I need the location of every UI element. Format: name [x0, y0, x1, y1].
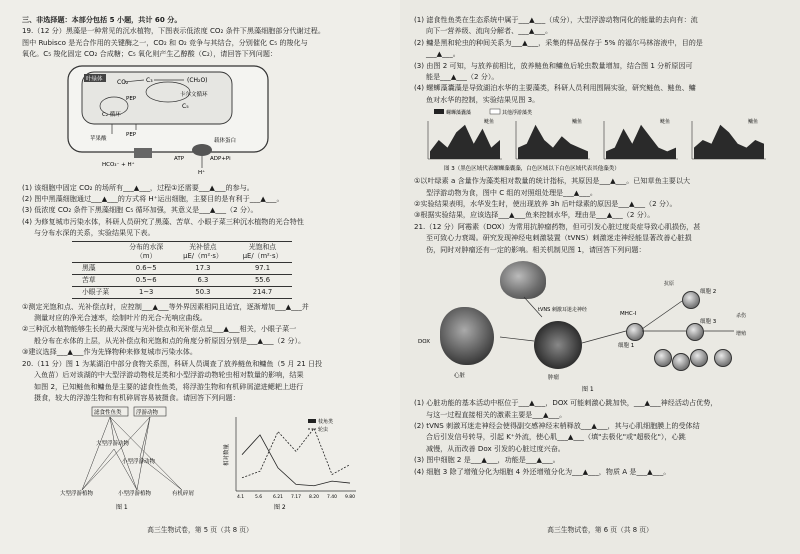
fw-bot1: 大型浮游植物 — [60, 491, 94, 498]
q20-intro-line4: 摄食，较大的浮游生物和有机碎屑容易被摄食。请回答下列问题： — [34, 392, 240, 402]
atp-label: ATP — [174, 155, 185, 162]
table-row: 黑藻 0.6~5 17.3 97.1 — [72, 262, 292, 274]
table-header-row — [72, 241, 292, 262]
q21-intro2: 至可致心力衰竭。研究发现神经电刺激装置（tVNS）刺激迷走神经能显著改善心脏损 — [426, 233, 692, 243]
fig3-legend-black — [434, 109, 444, 114]
q19-diagram — [62, 62, 312, 180]
fig3-panel-label: 鲢鱼 — [484, 119, 495, 126]
q21-intro1: 21.（12 分）阿霉素（DOX）为常用抗肿瘤药物，但可引发心脏过度炎症导致心肌损伤，甚 — [414, 221, 701, 231]
q19-t1: ①测定光饱和点、光补偿点时，应控制___▲___等外界因素相同且适宜，逐渐增加___▲___并 — [22, 301, 309, 311]
fig3-area — [694, 125, 764, 159]
fig3-caption: 图 3（黑色区域代表螺蛳藻囊藻，白色区域以下白色区域代表其他藻类） — [444, 166, 620, 173]
q20-q2: ②实验结果表明，水华发生时，使出现放养 3h 后叶绿素的原因是___▲___（2 分）。 — [414, 199, 677, 209]
q21-intro3: 伤，同时对肿瘤还有一定的影响。相关机制见图 1，请回答下列问题： — [426, 244, 646, 254]
tvns-label: tVNS 刺激耳迷走神经 — [538, 307, 587, 314]
adp-label: ADP+Pi — [210, 155, 231, 162]
fig3-area — [606, 125, 676, 159]
section-heading: 三、非选择题：本部分包括 5 小题，共计 60 分。 — [22, 15, 182, 24]
q19-t1b: 测量对应的净光合速率，绘制叶片的光合-光响应曲线。 — [34, 313, 207, 323]
ch2o-label: (CH₂O) — [187, 76, 208, 84]
q19-sub2: (2) 图中黑藻细胞通过___▲___的方式将 H⁺运出细胞，主要目的是有利于___▲___。 — [22, 194, 284, 204]
col-lcp: 光补偿点 μE/（m²·s） — [173, 241, 233, 262]
fig3-area — [430, 125, 500, 159]
fig3-panel-label: 鳙鱼 — [572, 119, 583, 126]
chart2-series-rotifer — [242, 429, 350, 479]
q20-s1a: (1) 滤食性鱼类在生态系统中属于___▲___（成分），大型浮游动物同化的能量的去向有：流 — [414, 15, 698, 24]
col-depth: 分布的水深 （m） — [119, 241, 173, 262]
chart2-xtick: 7.17 — [291, 495, 302, 501]
q20-q1b: 型浮游动物为食，图中 C 组的对照组处理是___▲___。 — [426, 187, 597, 197]
fw-top1: 滤食性鱼类 — [94, 410, 122, 417]
chart2-xtick: 8.20 — [309, 495, 320, 501]
fig2-caption: 图 2 — [274, 504, 286, 512]
q20-q1: ①以叶绿素 a 含量作为藻类相对数量的统计指标，其原因是___▲___。已知草鱼主要以大 — [414, 176, 691, 186]
fig3-legend-white — [490, 109, 500, 114]
q20-s2a: (2) 鳙是黑和轮虫的种间关系为___▲___，采集的样品保存于 5% 的福尔马林溶液中，目的是 — [414, 37, 703, 47]
fw-mid1: 大型浮游动物 — [96, 441, 130, 448]
fig3-panel-label: 鳙鱼 — [748, 119, 759, 126]
q20-figures-svg — [22, 405, 382, 513]
q21-figure-svg — [414, 257, 780, 395]
q19-sub3: (3) 低浓度 CO₂ 条件下黑藻细胞 C₅ 循环加强，其意义是___▲___（2 分）。 — [22, 205, 258, 215]
col-lsp: 光饱和点 μE/（m²·s） — [233, 241, 293, 262]
q20-s1b: 向下一营养级、流向分解者、___▲___。 — [426, 26, 553, 36]
chart2-xtick: 6.21 — [273, 495, 284, 501]
chart2-series-cladocera — [242, 435, 350, 486]
chart2-legend2: 轮虫 — [318, 427, 329, 434]
fig3-panels — [428, 118, 766, 159]
q20-s3b: 能是___▲___（2 分）。 — [426, 72, 499, 82]
chart2-ylabel: 相对数量 — [224, 444, 230, 467]
q21-s2c: 减慢，从而改善 Dox 引发的心脏过度兴奋。 — [426, 443, 565, 453]
chart2-xtick: 7.40 — [327, 495, 338, 501]
q20-intro-line1: 20.（11 分）图 1 为某湖泊中部分食物关系图，科研人员调查了放养鲢鱼和鳙鱼（5 月 21 日投 — [22, 358, 323, 368]
fw-top2: 浮游动物 — [136, 410, 159, 417]
fig3-legend2: 其他浮游藻类 — [502, 110, 533, 117]
q19-sub4-line1: (4) 为修复城市污染水体，科研人员研究了黑藻、苦草、小眼子菜三种沉水植物的光合特性 — [22, 216, 304, 226]
q20-intro-line2: 入鱼苗）后对该湖的中大型浮游动物枝足类和小型浮游动物轮虫相对数量的影响，结果 — [34, 370, 304, 380]
q19-intro-line1: 19.（12 分）黑藻是一种常见的沉水植物，下图表示低浓度 CO₂ 条件下黑藻细胞部分代谢过程。 — [22, 26, 325, 36]
tumor-label: 肿瘤 — [548, 375, 560, 382]
q19-data-table — [72, 241, 292, 299]
mhc-label: MHC-I — [620, 311, 637, 318]
fig1-caption: 图 1 — [116, 504, 128, 512]
left-footer: 高三生物试卷，第 5 页（共 8 页） — [147, 525, 253, 534]
co2-label: CO₂ — [117, 78, 129, 86]
q21-s2a: (2) tVNS 刺激耳迷走神经会使得副交感神经末梢释放___▲___，其与心肌细胞膜上的受体结 — [414, 420, 700, 430]
cell1-label: 细胞 1 — [618, 343, 635, 350]
q19-intro-line2: 图中 Rubisco 是光合作用的关键酶之一，CO₂ 和 O₂ 竞争与其结合，分别催化 C₅ 的羧化与 — [22, 37, 308, 47]
chart2-legend1: 枝角类 — [318, 419, 334, 426]
q21-s1a: (1) 心脏功能的基本活动中枢位于___▲___，DOX 可能刺激心跳加快，___▲___神经活动占优势， — [414, 398, 718, 408]
c5-label: C₅ — [182, 102, 189, 110]
cell2-label: 细胞 2 — [700, 289, 717, 296]
table-row: 苦草 0.5~6 6.3 55.6 — [72, 274, 292, 286]
proton-pump — [192, 144, 212, 156]
q21-s3: (3) 图中细胞 2 是___▲___，功能是___▲___。 — [414, 455, 560, 465]
pep-label: PEP — [126, 95, 137, 102]
hplus-label: H⁺ — [198, 169, 206, 176]
fw-bot2: 小型浮游植物 — [118, 491, 152, 498]
kalvin-label: 卡尔文循环 — [180, 91, 208, 98]
transporter-label: 载体蛋白 — [214, 137, 237, 144]
q20-line-chart — [222, 417, 356, 500]
heart-label: 心脏 — [454, 373, 466, 380]
antigen-label: 抗原 — [664, 281, 675, 288]
q20-s2b: ___▲___。 — [426, 49, 460, 59]
hco3-label: HCO₃⁻ + H⁺ — [102, 161, 135, 168]
chart2-xtick: 9.80 — [345, 495, 356, 501]
q19-intro-line3: 氧化。C₅ 羧化固定 CO₂ 合成糖；C₅ 氧化则产生乙醇酸（C₂），请回答下列问题： — [22, 49, 278, 59]
fig3-area — [518, 125, 588, 159]
cell3-label: 细胞 3 — [700, 319, 717, 326]
q19-diagram-svg — [62, 62, 312, 180]
fw-mid2: 小型浮游动物 — [122, 459, 156, 466]
q20-s4b: 鱼对水华的控制，实验结果见图 3。 — [426, 94, 540, 104]
q19-sub1: (1) 该细胞中固定 CO₂ 的场所有___▲___，过程①还需要___▲___的参与。 — [22, 182, 254, 192]
right-page — [400, 0, 800, 554]
dox-label: DOX — [418, 339, 430, 346]
q20-s4a: (4) 螺蛳藻囊藻是导致湖泊水华的主要藻类，科研人员利用围隔实验，研究鲢鱼、鲢鱼、鳙 — [414, 83, 696, 93]
chart2-legend-swatch1 — [308, 419, 316, 423]
c3-label: C₃ — [146, 76, 153, 84]
killer-label: 杀伤 — [736, 313, 747, 320]
fig3-panel-label: 鲢鱼 — [660, 119, 671, 126]
q19-t2b: 般分布在水体的上层，从光补偿点和光饱和点的角度分析原因分别是___▲___（2 分）。 — [34, 335, 306, 345]
hco3-transporter — [134, 148, 152, 158]
food-web-figure — [60, 407, 195, 511]
q21-fig-caption: 图 1 — [582, 386, 594, 394]
fig3-svg — [414, 107, 780, 173]
q21-s1b: 与这一过程直接相关的激素主要是___▲___。 — [426, 409, 567, 419]
q21-figure — [414, 257, 780, 395]
right-footer: 高三生物试卷，第 6 页（共 8 页） — [547, 525, 653, 534]
prolif-label: 增殖 — [736, 331, 747, 338]
fig3 — [414, 107, 780, 173]
q20-q3: ③根据实验结果，应该选择___▲___鱼来控制水华，理由是___▲___（2 分）。 — [414, 210, 655, 220]
q20-figures — [22, 405, 382, 513]
q19-t3: ③建议选择___▲___作为先锋物种来修复城市污染水体。 — [22, 347, 197, 357]
q21-s4: (4) 细胞 3 除了增殖分化为细胞 4 外还增殖分化为___▲___，物质 A 是___▲___。 — [414, 466, 671, 476]
q20-s3a: (3) 由图 2 可知，与放养前相比，放养鲢鱼和鳙鱼后轮虫数量增加，结合图 1 分析原因可 — [414, 60, 693, 70]
malate-label: 苹果酸 — [90, 135, 107, 142]
chart2-xtick: 4.1 — [237, 495, 245, 501]
q21-s2b: 合后引发信号转导，引起 K⁺外流，使心肌___▲___（填"去极化"或"超极化"），心跳 — [426, 432, 686, 442]
q20-intro-line3: 如图 2，已知鲢鱼和鳙鱼是主要的滤食性鱼类，将浮游生物和有机碎屑滤进鳃耙上进行 — [34, 381, 304, 391]
fig3-legend1: 螺蛳藻囊藻 — [446, 110, 472, 117]
q19-sub4-line2: 与分布水深的关系，实验结果见下表。 — [34, 228, 155, 238]
chart2-xtick: 5.6 — [255, 495, 263, 501]
table-row: 小眼子菜 1~3 50.3 214.7 — [72, 286, 292, 298]
fw-bot3: 有机碎屑 — [172, 491, 195, 498]
c4-circle-label: C₂ 循环 — [102, 111, 121, 118]
chloroplast-label: 叶绿体 — [86, 76, 103, 83]
q19-t2: ②三种沉水植物能够生长的最大深度与光补偿点和光补偿点呈___▲___相关，小眼子菜一 — [22, 324, 297, 334]
pep-outer-label: PEP — [126, 131, 137, 138]
